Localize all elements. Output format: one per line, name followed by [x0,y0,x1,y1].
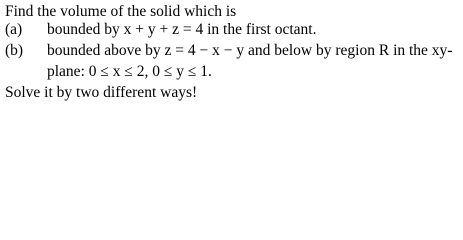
part-a-marker: (a) [5,21,23,38]
problem-intro: Find the volume of the solid which is [5,3,237,20]
part-a-text: bounded by x + y + z = 4 in the first octant. [47,21,317,38]
part-b-text: bounded above by z = 4 − x − y and below by region R in the xy- [47,42,453,59]
part-b-continuation: plane: 0 ≤ x ≤ 2, 0 ≤ y ≤ 1. [47,63,212,80]
part-a [5,21,316,39]
part-b [5,42,452,60]
part-b-marker: (b) [5,42,24,59]
problem-closing: Solve it by two different ways! [5,84,198,101]
